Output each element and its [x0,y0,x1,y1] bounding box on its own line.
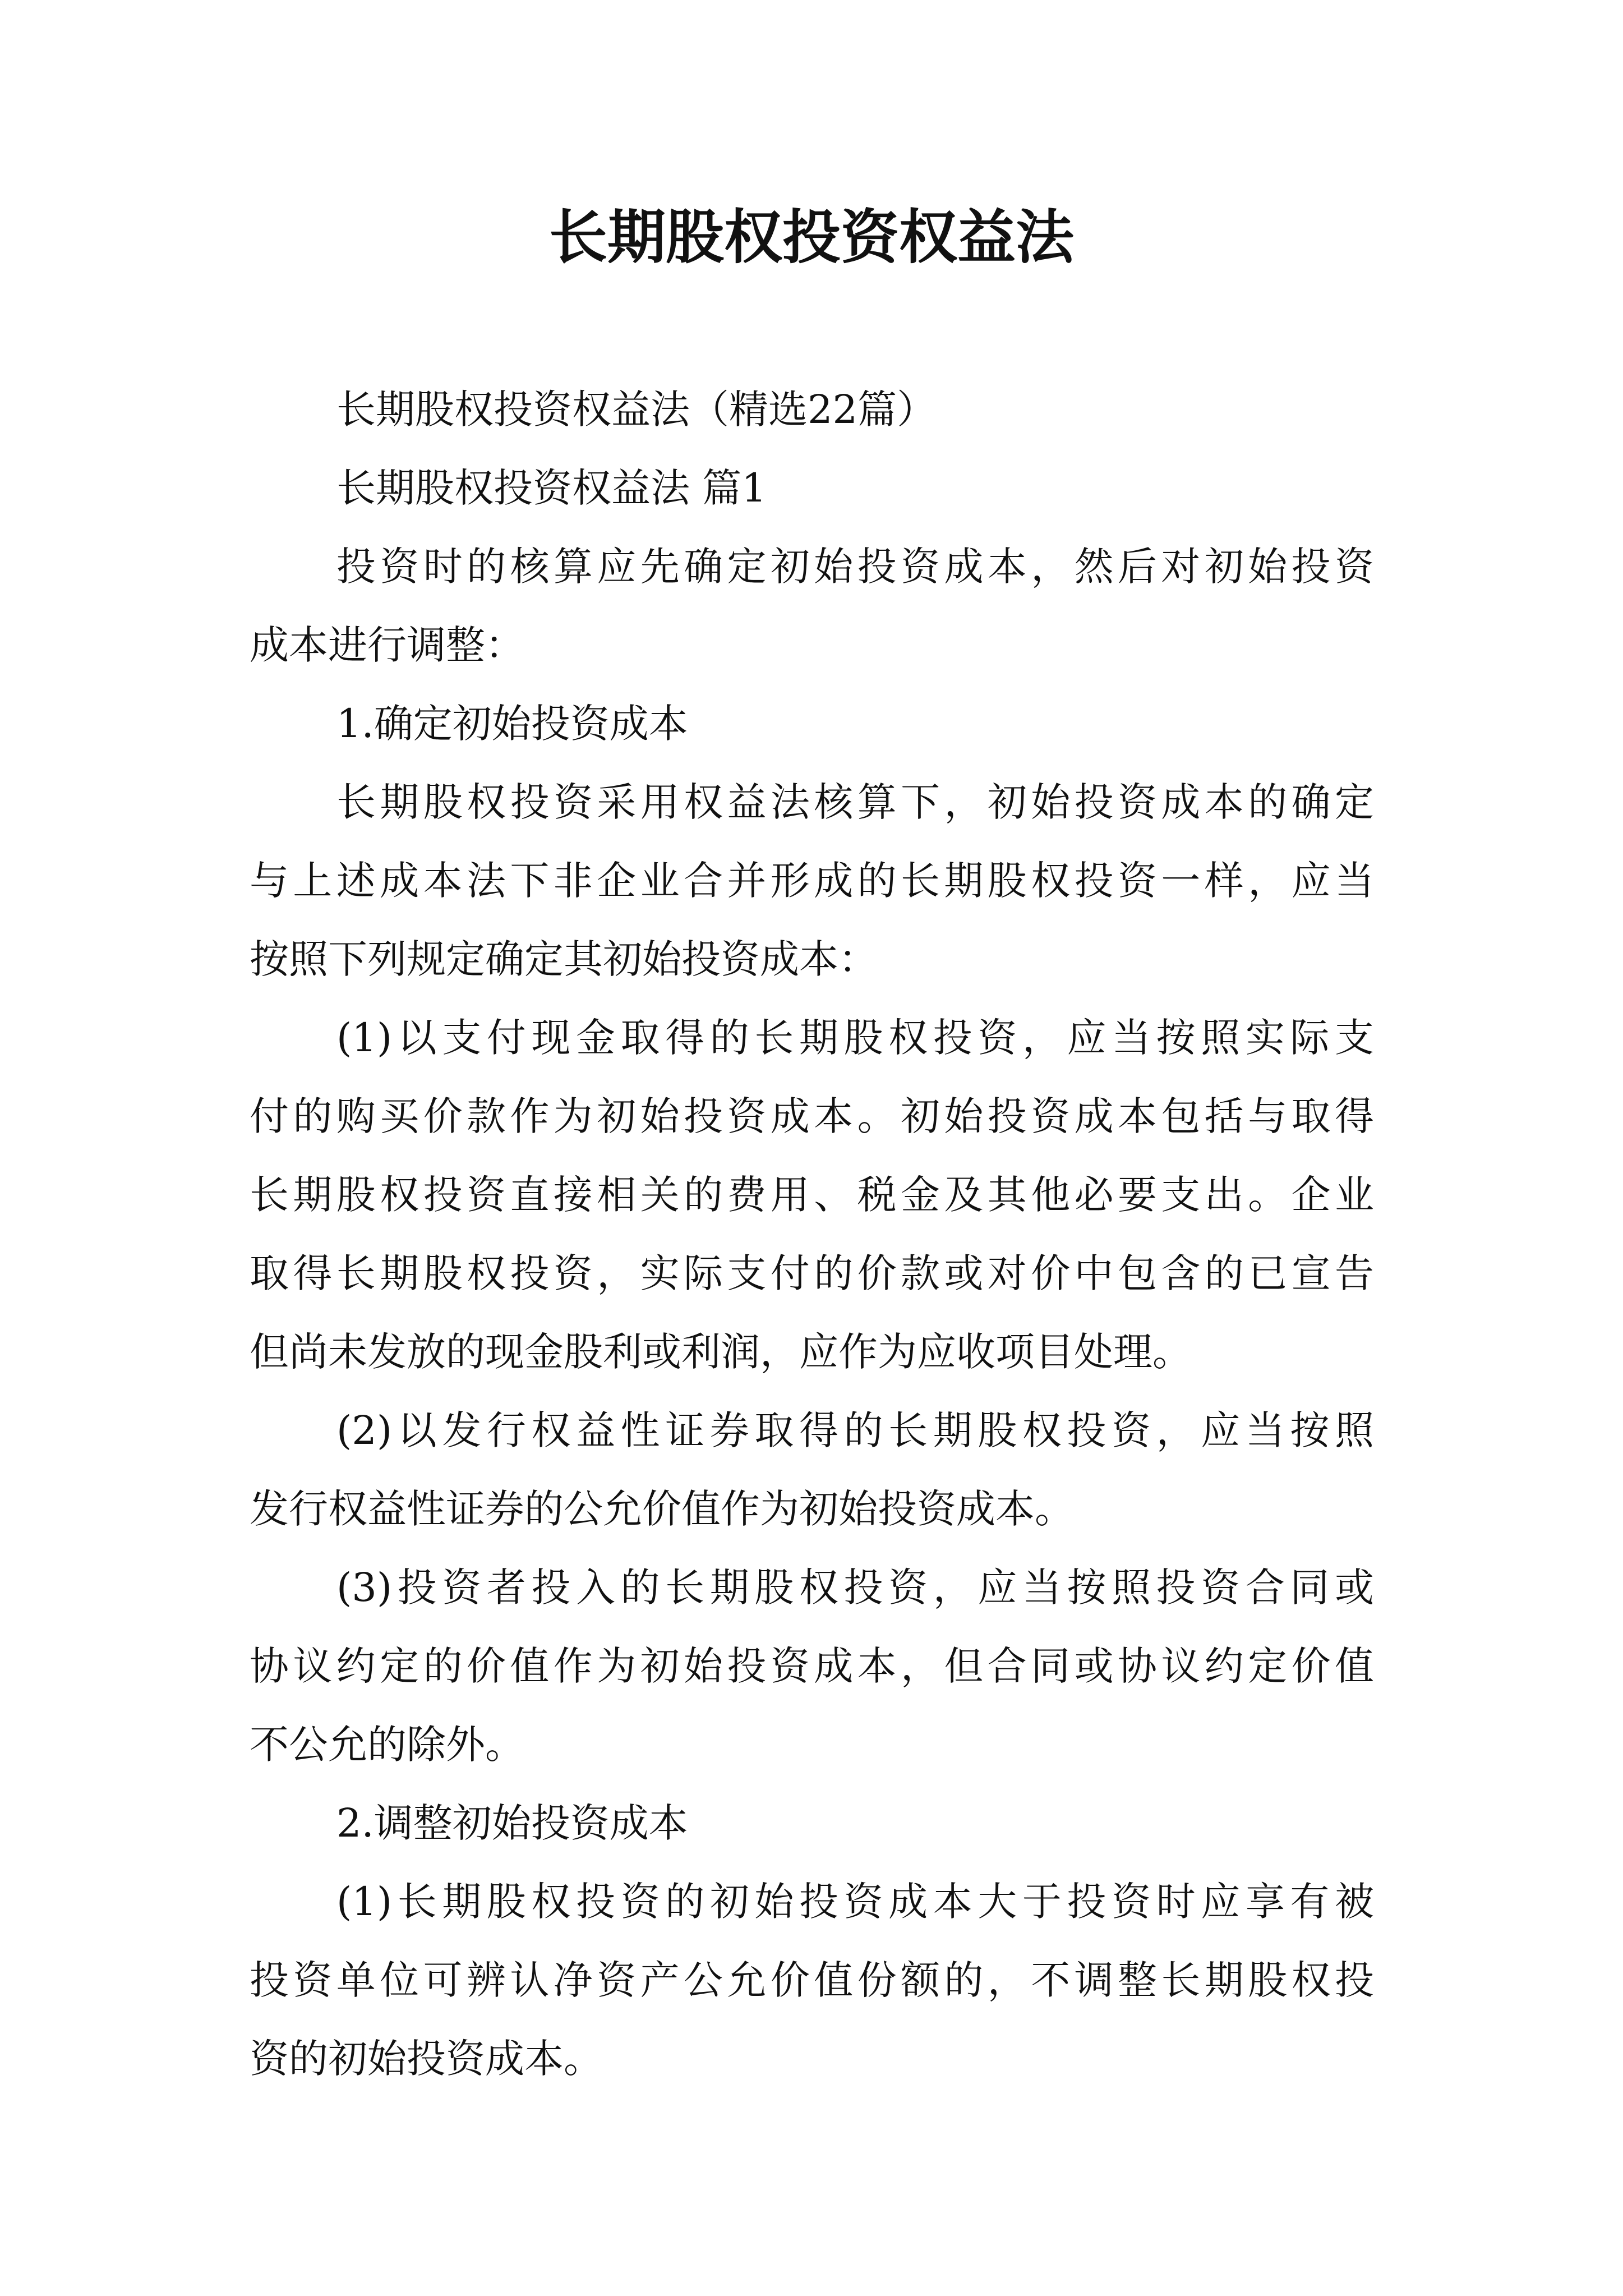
paragraph-line: 资的初始投资成本。 [250,2036,603,2082]
paragraph-line: 付的购买价款作为初始投资成本。初始投资成本包括与取得 [250,1093,1374,1139]
paragraph-line: 不公允的除外。 [250,1722,524,1768]
paragraph-line: 长期股权投资直接相关的费用、税金及其他必要支出。企业 [250,1172,1374,1218]
paragraph-line: 发行权益性证券的公允价值作为初始投资成本。 [250,1486,1074,1532]
paragraph-line: (1)长期股权投资的初始投资成本大于投资时应享有被 [336,1879,1374,1925]
paragraph-line: 与上述成本法下非企业合并形成的长期股权投资一样，应当 [250,858,1374,904]
subtitle-line: 长期股权投资权益法（精选22篇） [336,386,937,432]
paragraph-line: 投资单位可辨认净资产公允价值份额的，不调整长期股权投 [250,1957,1374,2003]
paragraph-line: (2)以发行权益性证券取得的长期股权投资，应当按照 [336,1407,1374,1453]
paragraph-line: 成本进行调整： [250,622,524,668]
paragraph-line: (1)以支付现金取得的长期股权投资，应当按照实际支 [336,1015,1374,1061]
section-heading: 长期股权投资权益法 篇1 [336,465,767,511]
paragraph-line: 取得长期股权投资，实际支付的价款或对价中包含的已宣告 [250,1250,1374,1296]
paragraph-line: 按照下列规定确定其初始投资成本： [250,936,878,982]
paragraph-line: (3)投资者投入的长期股权投资，应当按照投资合同或 [336,1565,1374,1611]
paragraph-line: 投资时的核算应先确定初始投资成本，然后对初始投资 [336,544,1374,590]
document-title: 长期股权投资权益法 [548,203,1074,272]
paragraph-line: 但尚未发放的现金股利或利润，应作为应收项目处理。 [250,1329,1192,1375]
subheading-line: 2.调整初始投资成本 [336,1800,688,1846]
paragraph-line: 协议约定的价值作为初始投资成本，但合同或协议约定价值 [250,1643,1374,1689]
paragraph-line: 长期股权投资采用权益法核算下，初始投资成本的确定 [336,779,1374,825]
subheading-line: 1.确定初始投资成本 [336,701,688,747]
